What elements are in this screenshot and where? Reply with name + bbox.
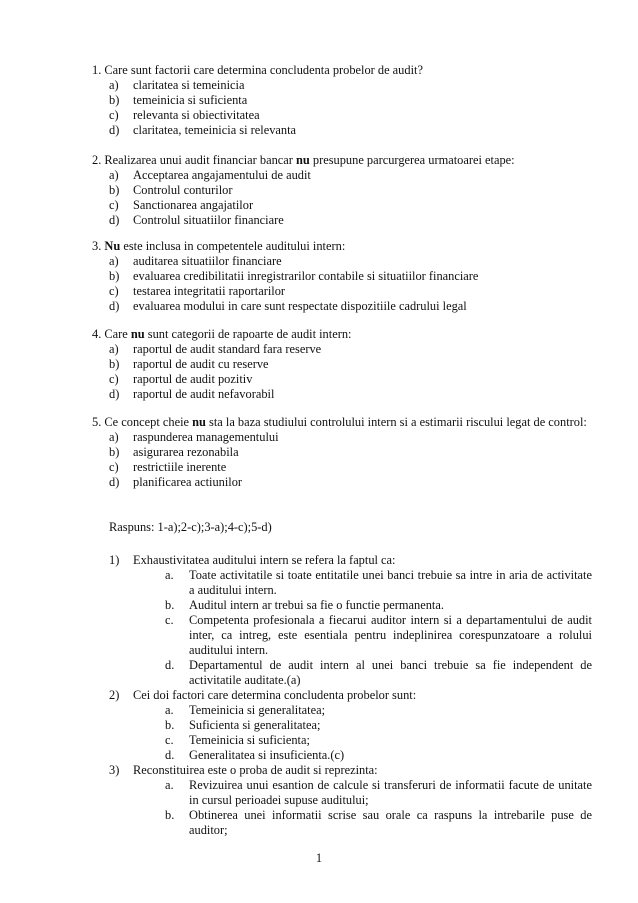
sub-item: d. Generalitatea si insuficienta.(c) <box>165 748 345 762</box>
numbered-item-3: 3) Reconstituirea este o proba de audit si reprezinta: a. Revizuirea unui esantion de calcule si transferuri de informatii facute de unitate in cursul perioadei supuse auditului; b. Obtinerea unei informatii scrise sau orale ca raspuns la intrebarile puse de auditor; <box>109 763 592 837</box>
option-item: c) restrictiile inerente <box>109 460 227 474</box>
option-item: c) testarea integritatii raportarilor <box>109 284 286 298</box>
answer-key: Raspuns: 1-a);2-c);3-a);4-c);5-d) <box>109 520 272 534</box>
option-item: b) evaluarea credibilitatii inregistrarilor contabile si situatiilor financiare <box>109 269 479 283</box>
sub-item: b. Suficienta si generalitatea; <box>165 718 321 732</box>
question-5 <box>92 415 592 490</box>
options-list <box>92 430 592 490</box>
option-item: b) raportul de audit cu reserve <box>109 357 269 371</box>
option-item: c) relevanta si obiectivitatea <box>109 108 260 122</box>
option-item: a) raspunderea managementului <box>109 430 279 444</box>
question-text: 4. Care nu sunt categorii de rapoarte de audit intern: <box>92 327 352 341</box>
sub-list <box>133 778 592 838</box>
page-number: 1 <box>315 851 323 865</box>
option-item: b) asigurarea rezonabila <box>109 445 239 459</box>
sub-item: b. Auditul intern ar trebui sa fie o functie permanenta. <box>165 598 444 612</box>
option-item: c) Sanctionarea angajatilor <box>109 198 254 212</box>
question-3 <box>92 239 592 314</box>
numbered-item-1: 1) Exhaustivitatea auditului intern se refera la faptul ca: a. Toate activitatile si toate entitatile unei banci trebuie sa intre in aria de activitate a auditului intern. b. Auditul intern ar trebui sa fie o functie permanenta. c. Competenta profesionala a fiecarui auditor intern si a departamentului de audit inter, ca intreg, este esentiala pentru indeplinirea corespunzatoare a rolului auditului intern. d. Departamentul de audit intern al unei banci trebuie sa fie independent de activitatile auditate.(a) <box>109 553 592 687</box>
option-item: a) Acceptarea angajamentului de audit <box>109 168 311 182</box>
numbered-item-2: 2) Cei doi factori care determina concludenta probelor sunt: a. Temeinicia si generalitatea; b. Suficienta si generalitatea; c. Temeinicia si suficienta; d. Generalitatea si insuficienta.(c) <box>109 688 592 763</box>
option-item: d) evaluarea modului in care sunt respectate dispozitiile cadrului legal <box>109 299 467 313</box>
options-list <box>92 342 592 402</box>
sub-item: c. Temeinicia si suficienta; <box>165 733 310 747</box>
sub-item: c. Competenta profesionala a fiecarui auditor intern si a departamentului de audit inter, ca intreg, este esentiala pentru indeplinirea corespunzatoare a rolului auditului intern. <box>165 613 592 657</box>
options-list <box>92 78 592 138</box>
sub-list <box>133 703 592 763</box>
question-2 <box>92 153 592 228</box>
option-item: d) planificarea actiunilor <box>109 475 243 489</box>
sub-item: a. Temeinicia si generalitatea; <box>165 703 326 717</box>
numbered-questions <box>92 553 592 838</box>
question-text: 3. Nu este inclusa in competentele auditului intern: <box>92 239 346 253</box>
question-1 <box>92 63 592 138</box>
sub-item: d. Departamentul de audit intern al unei banci trebuie sa fie independent de activitatile auditate.(a) <box>165 658 592 687</box>
option-item: a) raportul de audit standard fara reserve <box>109 342 322 356</box>
option-item: d) Controlul situatiilor financiare <box>109 213 284 227</box>
option-item: d) claritatea, temeinicia si relevanta <box>109 123 297 137</box>
sub-item: a. Toate activitatile si toate entitatile unei banci trebuie sa intre in aria de activitate a auditului intern. <box>165 568 592 597</box>
options-list <box>92 254 592 314</box>
question-text: 1. Care sunt factorii care determina concludenta probelor de audit? <box>92 63 423 77</box>
option-item: a) auditarea situatiilor financiare <box>109 254 282 268</box>
question-text: 2. Realizarea unui audit financiar bancar nu presupune parcurgerea urmatoarei etape: <box>92 153 515 167</box>
options-list <box>92 168 592 228</box>
option-item: b) Controlul conturilor <box>109 183 233 197</box>
option-item: d) raportul de audit nefavorabil <box>109 387 275 401</box>
option-item: c) raportul de audit pozitiv <box>109 372 253 386</box>
question-text: 5. Ce concept cheie nu sta la baza studiului controlului intern si a estimarii riscului legat de control: <box>92 415 587 429</box>
option-item: a) claritatea si temeinicia <box>109 78 245 92</box>
sub-item: a. Revizuirea unui esantion de calcule si transferuri de informatii facute de unitate in cursul perioadei supuse auditului; <box>165 778 592 807</box>
sub-item: b. Obtinerea unei informatii scrise sau orale ca raspuns la intrebarile puse de auditor; <box>165 808 592 837</box>
option-item: b) temeinicia si suficienta <box>109 93 248 107</box>
sub-list <box>133 568 592 688</box>
question-4 <box>92 327 592 402</box>
